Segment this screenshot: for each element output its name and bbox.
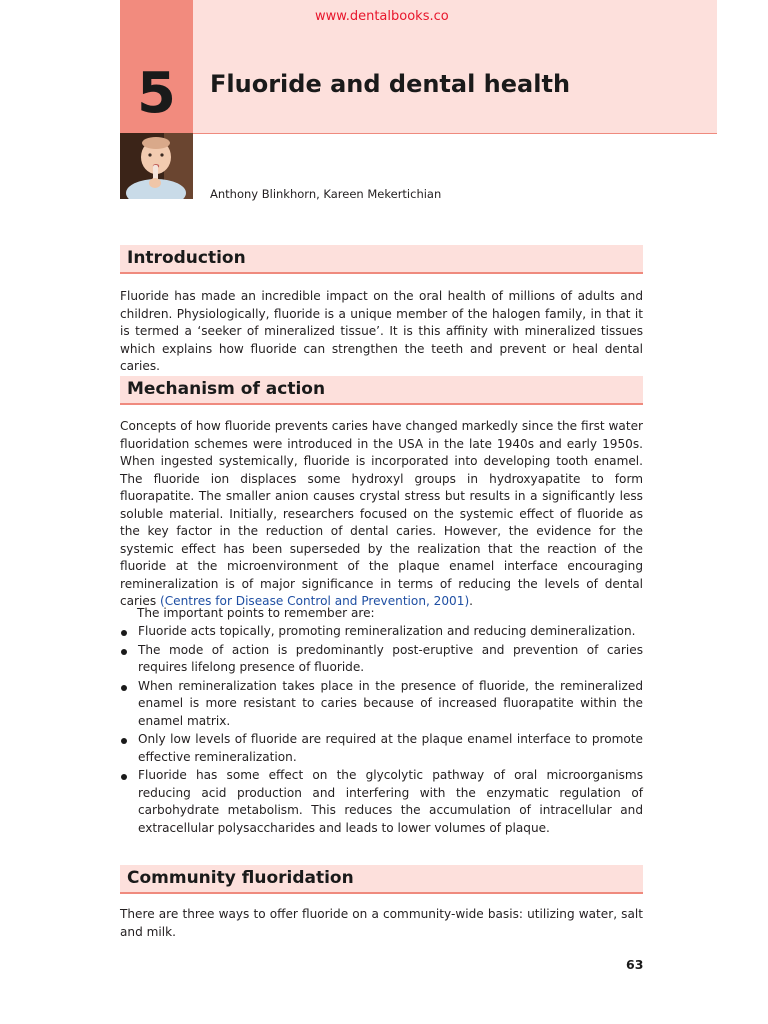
list-item — [120, 767, 643, 837]
bullet-icon — [121, 774, 127, 780]
mechanism-paragraph — [120, 418, 643, 611]
community-paragraph: There are three ways to offer fluoride on a community-wide basis: utilizing water, salt and milk. — [120, 907, 643, 939]
list-item-text: Fluoride acts topically, promoting remineralization and reducing demineralization. — [138, 624, 636, 638]
section-heading-introduction — [120, 245, 643, 274]
citation-link[interactable]: (Centres for Disease Control and Prevention, 2001) — [159, 594, 470, 608]
section-heading-mechanism — [120, 376, 643, 405]
mechanism-paragraph-end: . — [469, 594, 474, 608]
list-item — [120, 623, 643, 641]
list-item-text: Only low levels of fluoride are required at the plaque enamel interface to promote effective remineralization. — [138, 732, 643, 764]
bullet-icon — [121, 685, 127, 691]
list-item — [120, 642, 643, 677]
section-heading-community-fluoridation — [120, 865, 643, 894]
list-item — [120, 678, 643, 731]
bullet-icon — [121, 738, 127, 744]
chapter-title: Fluoride and dental health — [210, 70, 571, 98]
baby-photo-image — [120, 133, 193, 199]
list-item — [120, 731, 643, 766]
list-item-text: The mode of action is predominantly post-eruptive and prevention of caries requires lifelong presence of fluoride. — [138, 642, 643, 674]
bullet-icon — [121, 649, 127, 655]
section-heading-text: Community fluoridation — [127, 868, 354, 888]
points-lead-in: The important points to remember are: — [137, 606, 375, 620]
watermark-url: www.dentalbooks.co — [315, 9, 449, 24]
section-heading-text: Mechanism of action — [127, 379, 326, 399]
section-heading-text: Introduction — [127, 248, 246, 268]
list-item-text: Fluoride has some effect on the glycolytic pathway of oral microorganisms reducing acid production and interfering with the enzymatic regulation of carbohydrate metabolism. This reduces the accumulation of intracellular and extracellular polysaccharides and leads to lower volumes of plaque. — [138, 768, 643, 835]
chapter-number-box — [120, 0, 193, 133]
key-points-list — [120, 623, 643, 838]
page-number: 63 — [626, 957, 644, 972]
chapter-authors: Anthony Blinkhorn, Kareen Mekertichian — [210, 187, 442, 201]
list-item-text: When remineralization takes place in the presence of fluoride, the remineralized enamel is more resistant to caries because of increased fluorapatite within the enamel matrix. — [138, 678, 643, 728]
mechanism-paragraph-text: Concepts of how fluoride prevents caries have changed markedly since the first water fluoridation schemes were introduced in the USA in the late 1940s and early 1950s. When ingested systemically, fluoride is incorporated into developing tooth enamel. The fluoride ion displaces some hydroxyl groups in hydroxyapatite to form fluorapatite. The smaller anion causes crystal stress but results in a significantly less soluble material. Initially, researchers focused on the systemic effect of fluoride as the key factor in the reduction of dental caries. However, the evidence for the systemic effect has been superseded by the realization that the reaction of the fluoride at the microenvironment of the plaque enamel interface encouraging remineralization is of major significance in terms of reducing the levels of dental caries — [120, 419, 643, 608]
chapter-number: 5 — [137, 61, 176, 126]
chapter-photo — [120, 133, 193, 199]
bullet-icon — [121, 630, 127, 636]
intro-paragraph: Fluoride has made an incredible impact on the oral health of millions of adults and children. Physiologically, fluoride is a unique member of the halogen family, in that it is termed a ‘seeker of mineralized tissue’. It is this affinity with mineralized tissues which explains how fluoride can strengthen the teeth and prevent or heal dental caries. — [120, 289, 643, 373]
